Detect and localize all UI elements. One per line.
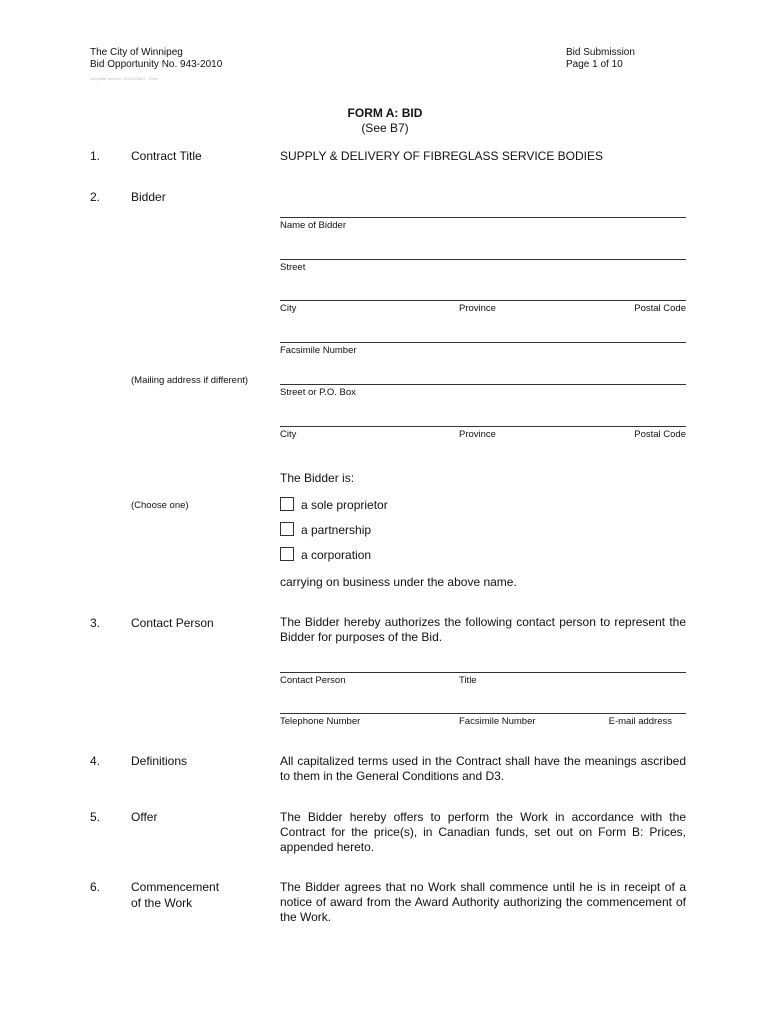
phone-fax-email-field[interactable] xyxy=(280,713,686,714)
section-3-label: Contact Person xyxy=(131,616,214,630)
section-2-label: Bidder xyxy=(131,190,166,204)
section-4-number: 4. xyxy=(90,754,101,768)
section-6-label-line2: of the Work xyxy=(131,896,193,910)
contract-title-value: SUPPLY & DELIVERY OF FIBREGLASS SERVICE BODIES xyxy=(280,149,604,163)
city-province-postal-field[interactable] xyxy=(280,300,686,301)
section-2-number: 2. xyxy=(90,190,101,204)
street-field[interactable] xyxy=(280,259,686,260)
section-4-label: Definitions xyxy=(131,754,188,768)
name-of-bidder-caption: Name of Bidder xyxy=(280,220,347,231)
choose-one-label: (Choose one) xyxy=(131,500,189,511)
form-title: FORM A: BID xyxy=(347,106,423,120)
template-version: Template Version: T020100621 - Fleet xyxy=(90,76,158,81)
mailing-city-province-postal-field[interactable] xyxy=(280,426,686,427)
facsimile-number-field[interactable] xyxy=(280,342,686,343)
city-caption: City xyxy=(280,303,297,314)
offer-text: The Bidder hereby offers to perform the Work in accordance with the Contract for the price(s), in Canadian funds, set out on Form B: Prices, appended hereto. xyxy=(280,810,686,854)
section-1-label: Contract Title xyxy=(131,149,202,163)
postal-code-caption: Postal Code xyxy=(634,303,686,314)
carrying-on-business-text: carrying on business under the above name. xyxy=(280,575,517,589)
partnership-label: a partnership xyxy=(301,523,372,537)
section-1-number: 1. xyxy=(90,149,101,163)
header-bid-submission: Bid Submission xyxy=(566,47,635,58)
header-page-number: Page 1 of 10 xyxy=(566,59,623,70)
partnership-checkbox[interactable] xyxy=(280,522,294,536)
definitions-text: All capitalized terms used in the Contract shall have the meanings ascribed to them in the General Conditions and D3. xyxy=(280,754,686,783)
sole-proprietor-checkbox[interactable] xyxy=(280,497,294,511)
section-5-label: Offer xyxy=(131,810,158,824)
header-bid-opportunity: Bid Opportunity No. 943-2010 xyxy=(90,59,223,70)
form-subtitle: (See B7) xyxy=(361,121,409,135)
commencement-text: The Bidder agrees that no Work shall commence until he is in receipt of a notice of award from the Award Authority authorizing the commencement of the Work. xyxy=(280,880,686,924)
section-6-number: 6. xyxy=(90,880,101,894)
facsimile-number-caption: Facsimile Number xyxy=(280,345,357,356)
section-6-label-line1: Commencement xyxy=(131,880,220,894)
bidder-is-label: The Bidder is: xyxy=(280,471,355,485)
section-3-number: 3. xyxy=(90,616,101,630)
header-city: The City of Winnipeg xyxy=(90,47,183,58)
street-po-box-caption: Street or P.O. Box xyxy=(280,387,356,398)
street-po-box-field[interactable] xyxy=(280,384,686,385)
mailing-postal-code-caption: Postal Code xyxy=(634,429,686,440)
telephone-number-caption: Telephone Number xyxy=(280,716,361,727)
section-5-number: 5. xyxy=(90,810,101,824)
mailing-province-caption: Province xyxy=(459,429,496,440)
street-caption: Street xyxy=(280,262,306,273)
name-of-bidder-field[interactable] xyxy=(280,217,686,218)
corporation-checkbox[interactable] xyxy=(280,547,294,561)
contact-person-text: The Bidder hereby authorizes the following contact person to represent the Bidder for purposes of the Bid. xyxy=(280,615,686,644)
title-caption: Title xyxy=(459,675,477,686)
contact-facsimile-caption: Facsimile Number xyxy=(459,716,536,727)
mailing-address-label: (Mailing address if different) xyxy=(131,375,249,386)
sole-proprietor-label: a sole proprietor xyxy=(301,498,388,512)
mailing-city-caption: City xyxy=(280,429,297,440)
contact-person-title-field[interactable] xyxy=(280,672,686,673)
email-address-caption: E-mail address xyxy=(608,716,672,727)
contact-person-caption: Contact Person xyxy=(280,675,346,686)
province-caption: Province xyxy=(459,303,496,314)
corporation-label: a corporation xyxy=(301,548,372,562)
